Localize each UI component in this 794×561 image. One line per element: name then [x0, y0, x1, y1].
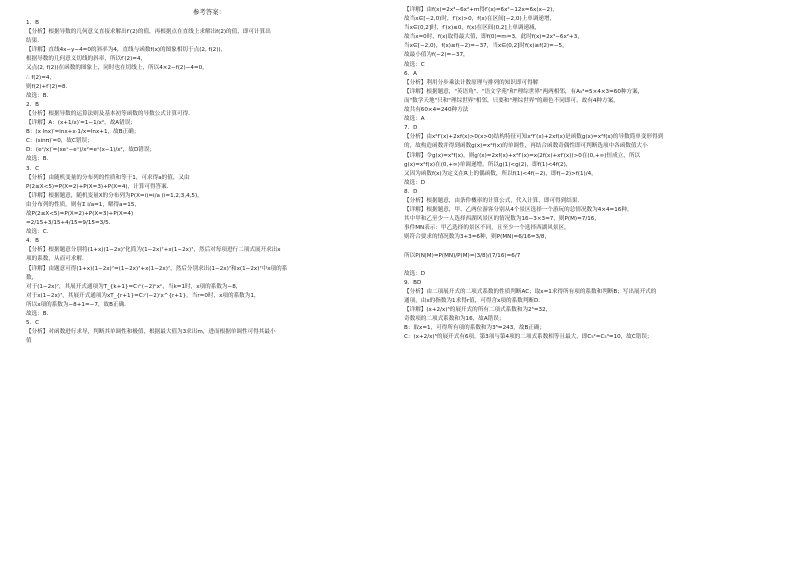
- text-line: 则f(2)+f′(2)=8．: [26, 83, 72, 90]
- text-line: 故选：C．: [26, 229, 53, 236]
- text-line: 【分析】对函数进行求导，判断其单调性和极值，根据最大值为3求出m，进而根据单调性可得其最小: [26, 329, 276, 336]
- text-line: 【详解】根据题意，甲、乙两位游客分别从4个景区选择一个游玩的总情况数为4×4=16种，: [404, 207, 633, 214]
- text-line: 根据导数的几何意义切线的斜率，所以f′(2)=4，: [26, 56, 147, 63]
- text-line: 故选：C: [404, 61, 425, 68]
- text-line: 则符合要求的情况数为3+3=6种，则P(MN)=6/16=3/8，: [404, 234, 551, 241]
- text-line: 通项，由x的指数为1求得r值，可得含x项的系数判断D．: [404, 298, 544, 304]
- text-line: 【详解】由题意可得(1+x)(1−2x)⁷=(1−2x)⁷+x(1−2x)⁷，然后分别求出(1−2x)⁷和x(1−2x)⁷中x项的系: [26, 265, 288, 272]
- text-line: 8．D: [404, 188, 418, 195]
- text-line: 【分析】利用分步乘法计数原理与排列的知识即可得解: [404, 79, 539, 86]
- text-line: 【详解】令g(x)=x²f(x)，则g′(x)=2xf(x)+x²f′(x)=x(2f(x)+xf′(x))>0在(0,+∞)恒成立，所以: [404, 152, 641, 159]
- text-line: 故P(2≤X<5)=P(X=2)+P(X=3)+P(X=4): [26, 210, 134, 217]
- text-line: 而"数学天地"只和"理综世界"相邻，只要和"理综世界"的颜色不同即可，故有4种方案，: [404, 97, 619, 104]
- text-line: 【详解】根据题意，"英语角"、"语文学苑"和"理综世界"两两相邻，有A₅³=5×4×3=60种方案，: [404, 88, 644, 95]
- text-line: 【分析】根据导数的几何意义直接求解出f′(2)的值，再根据点在直线上求解出f(2)的值，即可计算出: [26, 29, 271, 36]
- text-line: 故共有60×4=240种方法: [404, 107, 469, 114]
- text-line: C：(sinπ)′=0，故C错误；: [26, 138, 93, 145]
- text-line: 【分析】由x²f′(x)+2xf(x)>0(x>0)结构特征可知x²f′(x)+2xf(x)是函数g(x)=x²f(x)的导数简单变形得到: [404, 134, 664, 141]
- text-line: 所以x项的系数为−8+1=−7，故B正确．: [26, 301, 130, 308]
- text-line: 3．C: [26, 165, 40, 172]
- page-title: 参考答案：: [193, 8, 225, 16]
- text-line: 项的系数，从而可求解．: [26, 256, 88, 263]
- text-line: 故选：B．: [26, 311, 53, 317]
- text-line: 数，: [26, 274, 38, 281]
- text-line: 【分析】由二项展开式的二项式系数的性质判断AC；取x=1求得所有项的系数和判断B；写出展开式的: [404, 288, 657, 295]
- text-line: 【详解】由f(x)=2x³−6x²+m得f′(x)=6x²−12x=6x(x−2)，: [404, 7, 558, 13]
- text-line: 对于x(1−2x)⁷，其展开式通项为xT_{r+1}=C₇ʳ(−2)ʳx^{r+1}，当r=0时，x项的系数为1，: [26, 292, 260, 299]
- text-line: 【详解】根据题意，随机变量X的分布列为P(X=i)=i/a (i=1,2,3,4,5)，: [26, 192, 203, 199]
- text-line: 故选：B．: [26, 156, 53, 163]
- text-line: 又因为函数f(x)为定义在R上的偶函数，所以f(1)<4f(−2)，即f(−2)>f(1)/4，: [404, 170, 597, 177]
- text-line: 值: [26, 338, 32, 345]
- text-line: 1．B: [26, 20, 39, 26]
- text-line: 【分析】由随机变量的分布列的性质和等于1，可求得a的值，又由: [26, 174, 190, 181]
- text-line: 4．B: [26, 238, 39, 245]
- right-column: [404, 6, 770, 342]
- text-line: 奇数项的二项式系数和为16，故A错误；: [404, 316, 505, 323]
- text-line: P(2≤X<5)=P(X=2)+P(X=3)+P(X=4)，计算可得答案．: [26, 183, 173, 190]
- text-line: 当x∈[−2,0)，f(x)≥f(−2)=−37，当x∈(0,2]时f(x)≥f(2)=−5，: [404, 43, 568, 50]
- text-line: 故最小值为f(−2)=−37，: [404, 52, 469, 59]
- text-line: 【分析】根据题意分别将(1+x)(1−2x)⁷化简为(1−2x)⁷+x(1−2x)⁷，然后对每项进行二项式展开求出x: [26, 247, 281, 254]
- text-line: 6．A: [404, 70, 417, 77]
- text-line: 【详解】A：(x+1/x)′=1−1/x²，故A错误；: [26, 120, 136, 127]
- text-line: 又点(2, f(2))在函数的图象上，同时也在切线上，所以4×2−f(2)−4=0，: [26, 65, 208, 72]
- text-line: [404, 242, 770, 251]
- text-line: 由分布列的性质，则有Σ i/a=1，解得a=15，: [26, 201, 140, 208]
- right-lines: [404, 6, 770, 342]
- text-line: 对于(1−2x)⁷，其展开式通项为T_{k+1}=C₇ᵏ(−2)ᵏxᵏ，当k=1时，x项的系数为−8，: [26, 283, 242, 290]
- text-line: D：(eˣ/x)′=(xeˣ−eˣ)/x²=eˣ(x−1)/x²，故D错误；: [26, 147, 156, 154]
- text-line: 【分析】根据导数的运算法则及基本初等函数的导数公式计算可得．: [26, 110, 194, 117]
- text-line: 故选：D: [404, 179, 426, 186]
- text-line: 所以P(N|M)=P(MN)/P(M)=(3/8)/(7/16)=6/7: [404, 252, 521, 259]
- text-line: 的，故构造函数并得到函数g(x)=x²f(x)的单调性，再结合函数奇偶性即可判断选项中各函数值大小: [404, 143, 648, 150]
- text-line: 9．BD: [404, 279, 422, 286]
- left-column: [26, 6, 392, 346]
- text-line: 2．B: [26, 101, 39, 108]
- text-line: ∴ f(2)=4，: [26, 74, 56, 81]
- text-line: B：(x lnx)′=lnx+x·1/x=lnx+1，故B正确；: [26, 129, 140, 136]
- text-line: 7．D: [404, 125, 418, 132]
- left-lines: [26, 19, 392, 346]
- text-line: g(x)=x²f(x)在(0,+∞)单调递增，所以g(1)<g(2)，即f(1)<4f(2)，: [404, 161, 572, 168]
- text-line: 【详解】(x+2/x)⁵的展开式的所有二项式系数和为2⁵=32，: [404, 307, 552, 314]
- text-line: 其中甲和乙至少一人选择西湖风景区的情况数为16−3×3=7，则P(M)=7/16，: [404, 216, 600, 223]
- text-line: 故选：D: [404, 270, 426, 277]
- text-line: C：(x+2/x)⁵的展开式有6项，第3项与第4项的二项式系数相等且最大，即C₅²=C₅³=10，故C错误；: [404, 334, 653, 341]
- text-line: 结果．: [26, 38, 43, 45]
- text-line: 【详解】直线4x−y−4=0的斜率为4，直线与函数f(x)的图象相切于点(2, f(2))，: [26, 47, 227, 54]
- text-line: 事件MN表示：甲乙选择的景区不同，且至少一个选择西湖风景区，: [404, 225, 570, 232]
- text-line: =2/15+3/15+4/15=9/15=3/5．: [26, 220, 115, 227]
- text-line: 【分析】根据题意，由条件概率的计算公式，代入计算，即可得到结果．: [404, 197, 584, 204]
- text-line: 故当x=0时，f(x)取得最大值，即f(0)=m=3，此时f(x)=2x³−6x²+3，: [404, 34, 583, 41]
- text-line: [404, 261, 770, 270]
- text-line: 5．C: [26, 320, 40, 327]
- text-line: 故选：B．: [26, 92, 53, 99]
- text-line: 当x∈(0,2]时，f′(x)≤0，f(x)在区间(0,2]上单调递减，: [404, 25, 541, 32]
- text-line: B：取x=1，可得所有项的系数和为3⁵=243，故B正确；: [404, 325, 546, 332]
- text-line: 故选：A: [404, 116, 425, 123]
- text-line: 故当x∈[−2,0)时，f′(x)>0，f(x)在区间[−2,0)上单调递增，: [404, 16, 556, 23]
